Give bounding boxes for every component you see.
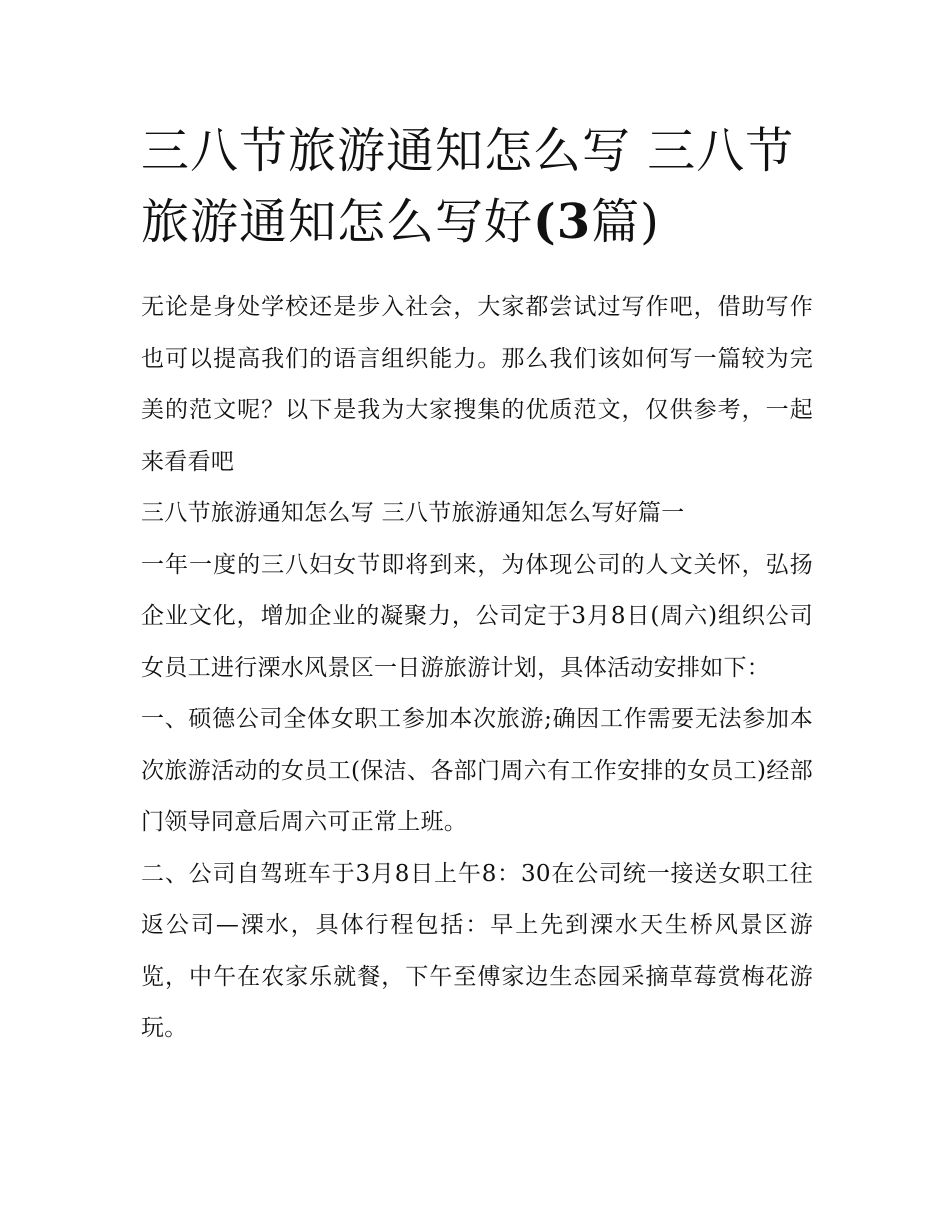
item-two-paragraph: 二、公司自驾班车于3月8日上午8：30在公司统一接送女职工往返公司—溧水，具体行程包括：早上先到溧水天生桥风景区游览，中午在农家乐就餐，下午至傅家边生态园采摘草莓赏梅花游玩。 [141, 860, 813, 1041]
item-one-paragraph: 一、硕德公司全体女职工参加本次旅游;确因工作需要无法参加本次旅游活动的女员工(保洁、各部门周六有工作安排的女员工)经部门领导同意后周六可正常上班。 [141, 706, 813, 835]
document-title [141, 116, 813, 258]
intro-paragraph: 无论是身处学校还是步入社会，大家都尝试过写作吧，借助写作也可以提高我们的语言组织能力。那么我们该如何写一篇较为完美的范文呢？以下是我为大家搜集的优质范文，仅供参考，一起来看看吧 [141, 294, 813, 475]
document-body [141, 282, 813, 1055]
document-page [141, 116, 813, 1055]
title-text: 三八节旅游通知怎么写 三八节旅游通知怎么写好 [141, 123, 795, 250]
title-count: (3 [533, 194, 592, 250]
title-suffix: 篇) [591, 194, 660, 250]
notice-paragraph: 一年一度的三八妇女节即将到来，为体现公司的人文关怀，弘扬企业文化，增加企业的凝聚力，公司定于3月8日(周六)组织公司女员工进行溧水风景区一日游旅游计划，具体活动安排如下： [141, 551, 813, 681]
section-heading: 三八节旅游通知怎么写 三八节旅游通知怎么写好篇一 [141, 500, 685, 526]
